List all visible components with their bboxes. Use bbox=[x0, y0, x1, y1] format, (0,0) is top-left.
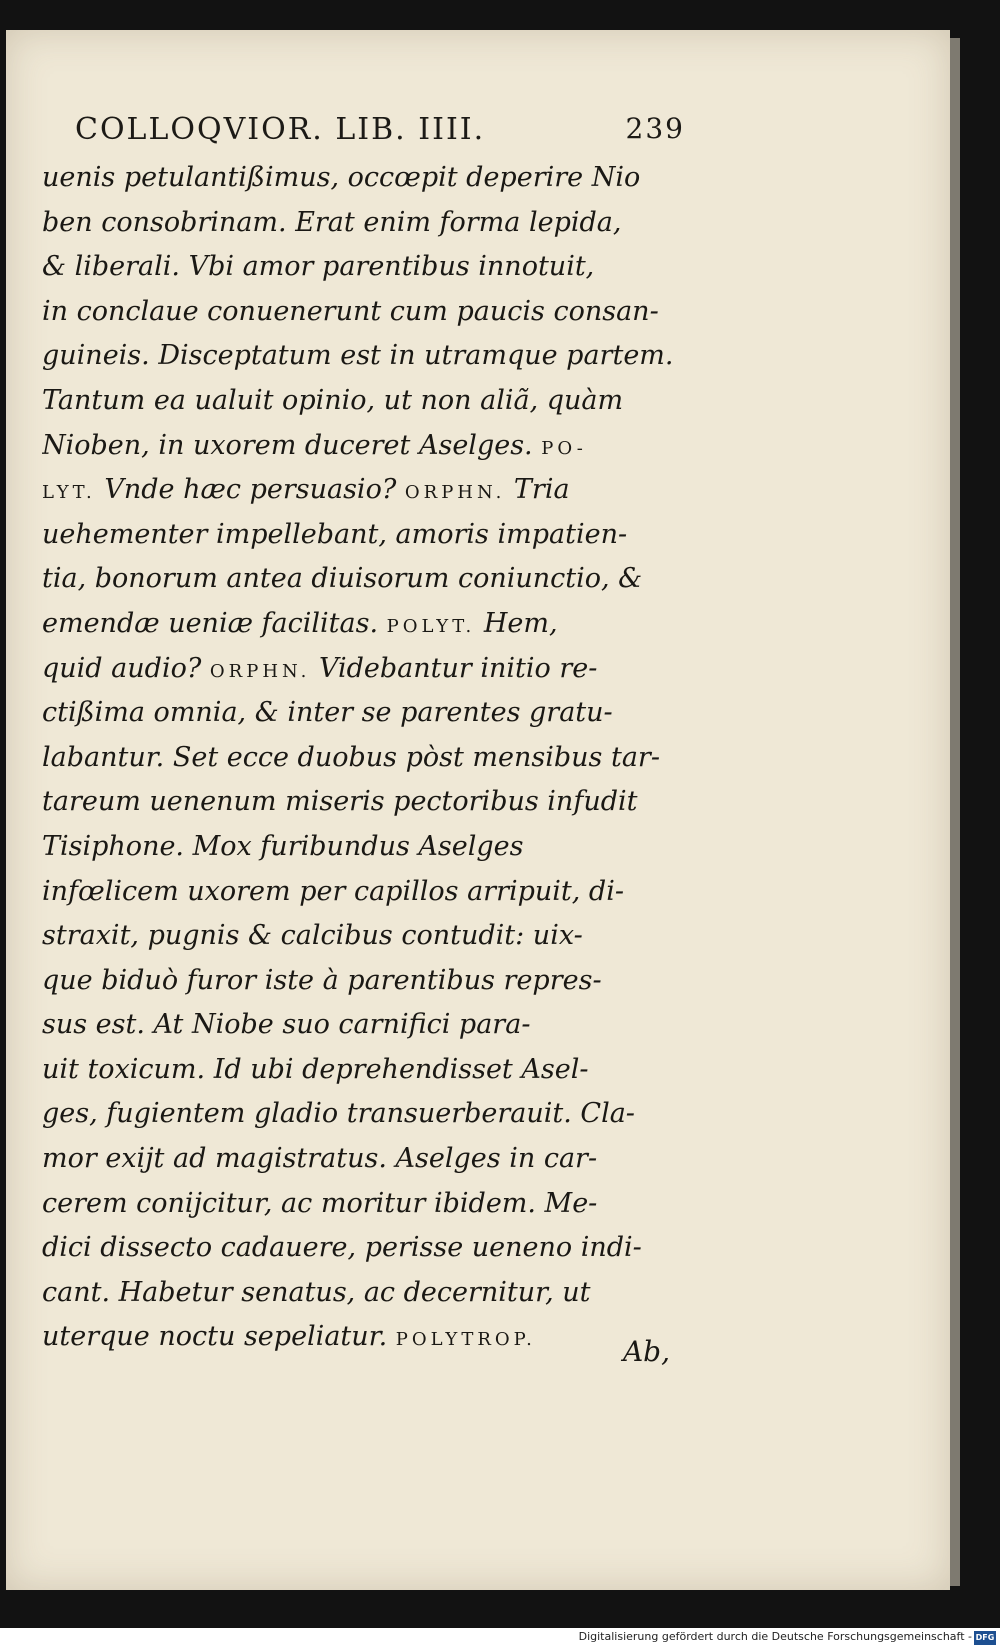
running-header bbox=[75, 112, 685, 152]
text-line bbox=[42, 379, 682, 424]
text-run: Videbantur initio re- bbox=[310, 652, 598, 684]
text-run: uehementer impellebant, amoris impatien- bbox=[42, 518, 628, 550]
text-run: Hem, bbox=[475, 607, 558, 639]
text-line bbox=[42, 870, 682, 915]
text-run: uterque noctu sepeliatur. bbox=[42, 1321, 396, 1353]
text-run: Vnde hæc persuasio? bbox=[95, 474, 405, 506]
speaker-name: LYT. bbox=[42, 482, 96, 504]
running-title: COLLOQVIOR. LIB. IIII. bbox=[75, 112, 486, 147]
text-run: uit toxicum. Id ubi deprehendisset Asel- bbox=[42, 1053, 589, 1085]
text-run: dici dissecto cadauere, perisse ueneno indi- bbox=[42, 1232, 642, 1264]
text-run: cant. Habetur senatus, ac decernitur, ut bbox=[42, 1276, 591, 1308]
text-run: straxit, pugnis & calcibus contudit: uix- bbox=[42, 920, 583, 952]
text-line bbox=[42, 691, 682, 736]
body-text bbox=[42, 156, 682, 1360]
text-line bbox=[42, 156, 682, 201]
speaker-name: POLYT. bbox=[386, 615, 476, 637]
text-line bbox=[42, 647, 682, 692]
text-line bbox=[42, 1137, 682, 1182]
catchword: Ab, bbox=[622, 1335, 670, 1368]
text-run: Tria bbox=[505, 474, 570, 506]
text-run: ctißima omnia, & inter se parentes gratu- bbox=[42, 697, 613, 729]
text-run: Tantum ea ualuit opinio, ut non aliã, quàm bbox=[42, 384, 624, 416]
text-run: uenis petulantißimus, occœpit deperire Nio bbox=[42, 162, 641, 193]
text-run: quid audio? bbox=[42, 652, 210, 684]
text-line bbox=[42, 245, 682, 290]
text-run: que biduò furor iste à parentibus repres- bbox=[42, 964, 602, 996]
text-run: emendæ ueniæ facilitas. bbox=[42, 607, 387, 639]
text-run: cerem conijcitur, ac moritur ibidem. Me- bbox=[42, 1187, 598, 1219]
text-run: tareum uenenum miseris pectoribus infudit bbox=[42, 786, 638, 818]
text-run: guineis. Disceptatum est in utramque partem. bbox=[42, 340, 674, 372]
text-line bbox=[42, 825, 682, 870]
text-line bbox=[42, 513, 682, 558]
text-line bbox=[42, 736, 682, 781]
text-line bbox=[42, 780, 682, 825]
text-run: sus est. At Niobe suo carnifici para- bbox=[42, 1009, 531, 1041]
text-run: infœlicem uxorem per capillos arripuit, di- bbox=[42, 875, 624, 907]
text-line bbox=[42, 557, 682, 602]
text-line bbox=[42, 602, 682, 647]
speaker-name: POLYTROP. bbox=[395, 1329, 536, 1351]
dfg-logo: DFG bbox=[974, 1631, 996, 1645]
text-run: & liberali. Vbi amor parentibus innotuit, bbox=[42, 251, 595, 283]
text-line bbox=[42, 290, 682, 335]
text-line bbox=[42, 1003, 682, 1048]
text-line bbox=[42, 334, 682, 379]
text-run: in conclaue conuenerunt cum paucis consan- bbox=[42, 295, 659, 327]
text-line bbox=[42, 1048, 682, 1093]
folio-number: 239 bbox=[625, 112, 685, 145]
text-run: labantur. Set ecce duobus pòst mensibus tar- bbox=[42, 741, 660, 773]
text-line bbox=[42, 1092, 682, 1137]
text-run: Tisiphone. Mox furibundus Aselges bbox=[42, 830, 524, 862]
text-line bbox=[42, 468, 682, 513]
speaker-name: PO- bbox=[541, 437, 587, 459]
text-run: ben consobrinam. Erat enim forma lepida, bbox=[42, 206, 622, 238]
text-line bbox=[42, 914, 682, 959]
text-run: Nioben, in uxorem duceret Aselges. bbox=[42, 429, 542, 461]
speaker-name: ORPHN. bbox=[209, 660, 311, 682]
page-edge bbox=[950, 38, 960, 1586]
speaker-name: ORPHN. bbox=[404, 482, 506, 504]
funding-credit: Digitalisierung gefördert durch die Deutsche Forschungsgemeinschaft - bbox=[578, 1630, 972, 1643]
text-line bbox=[42, 1271, 682, 1316]
text-line bbox=[42, 201, 682, 246]
text-run: tia, bonorum antea diuisorum coniunctio, & bbox=[42, 563, 643, 595]
text-line bbox=[42, 1226, 682, 1271]
text-run: ges, fugientem gladio transuerberauit. Cla- bbox=[42, 1098, 635, 1130]
text-line bbox=[42, 1182, 682, 1227]
text-line bbox=[42, 424, 682, 469]
text-line bbox=[42, 959, 682, 1004]
text-run: mor exijt ad magistratus. Aselges in car- bbox=[42, 1143, 598, 1175]
